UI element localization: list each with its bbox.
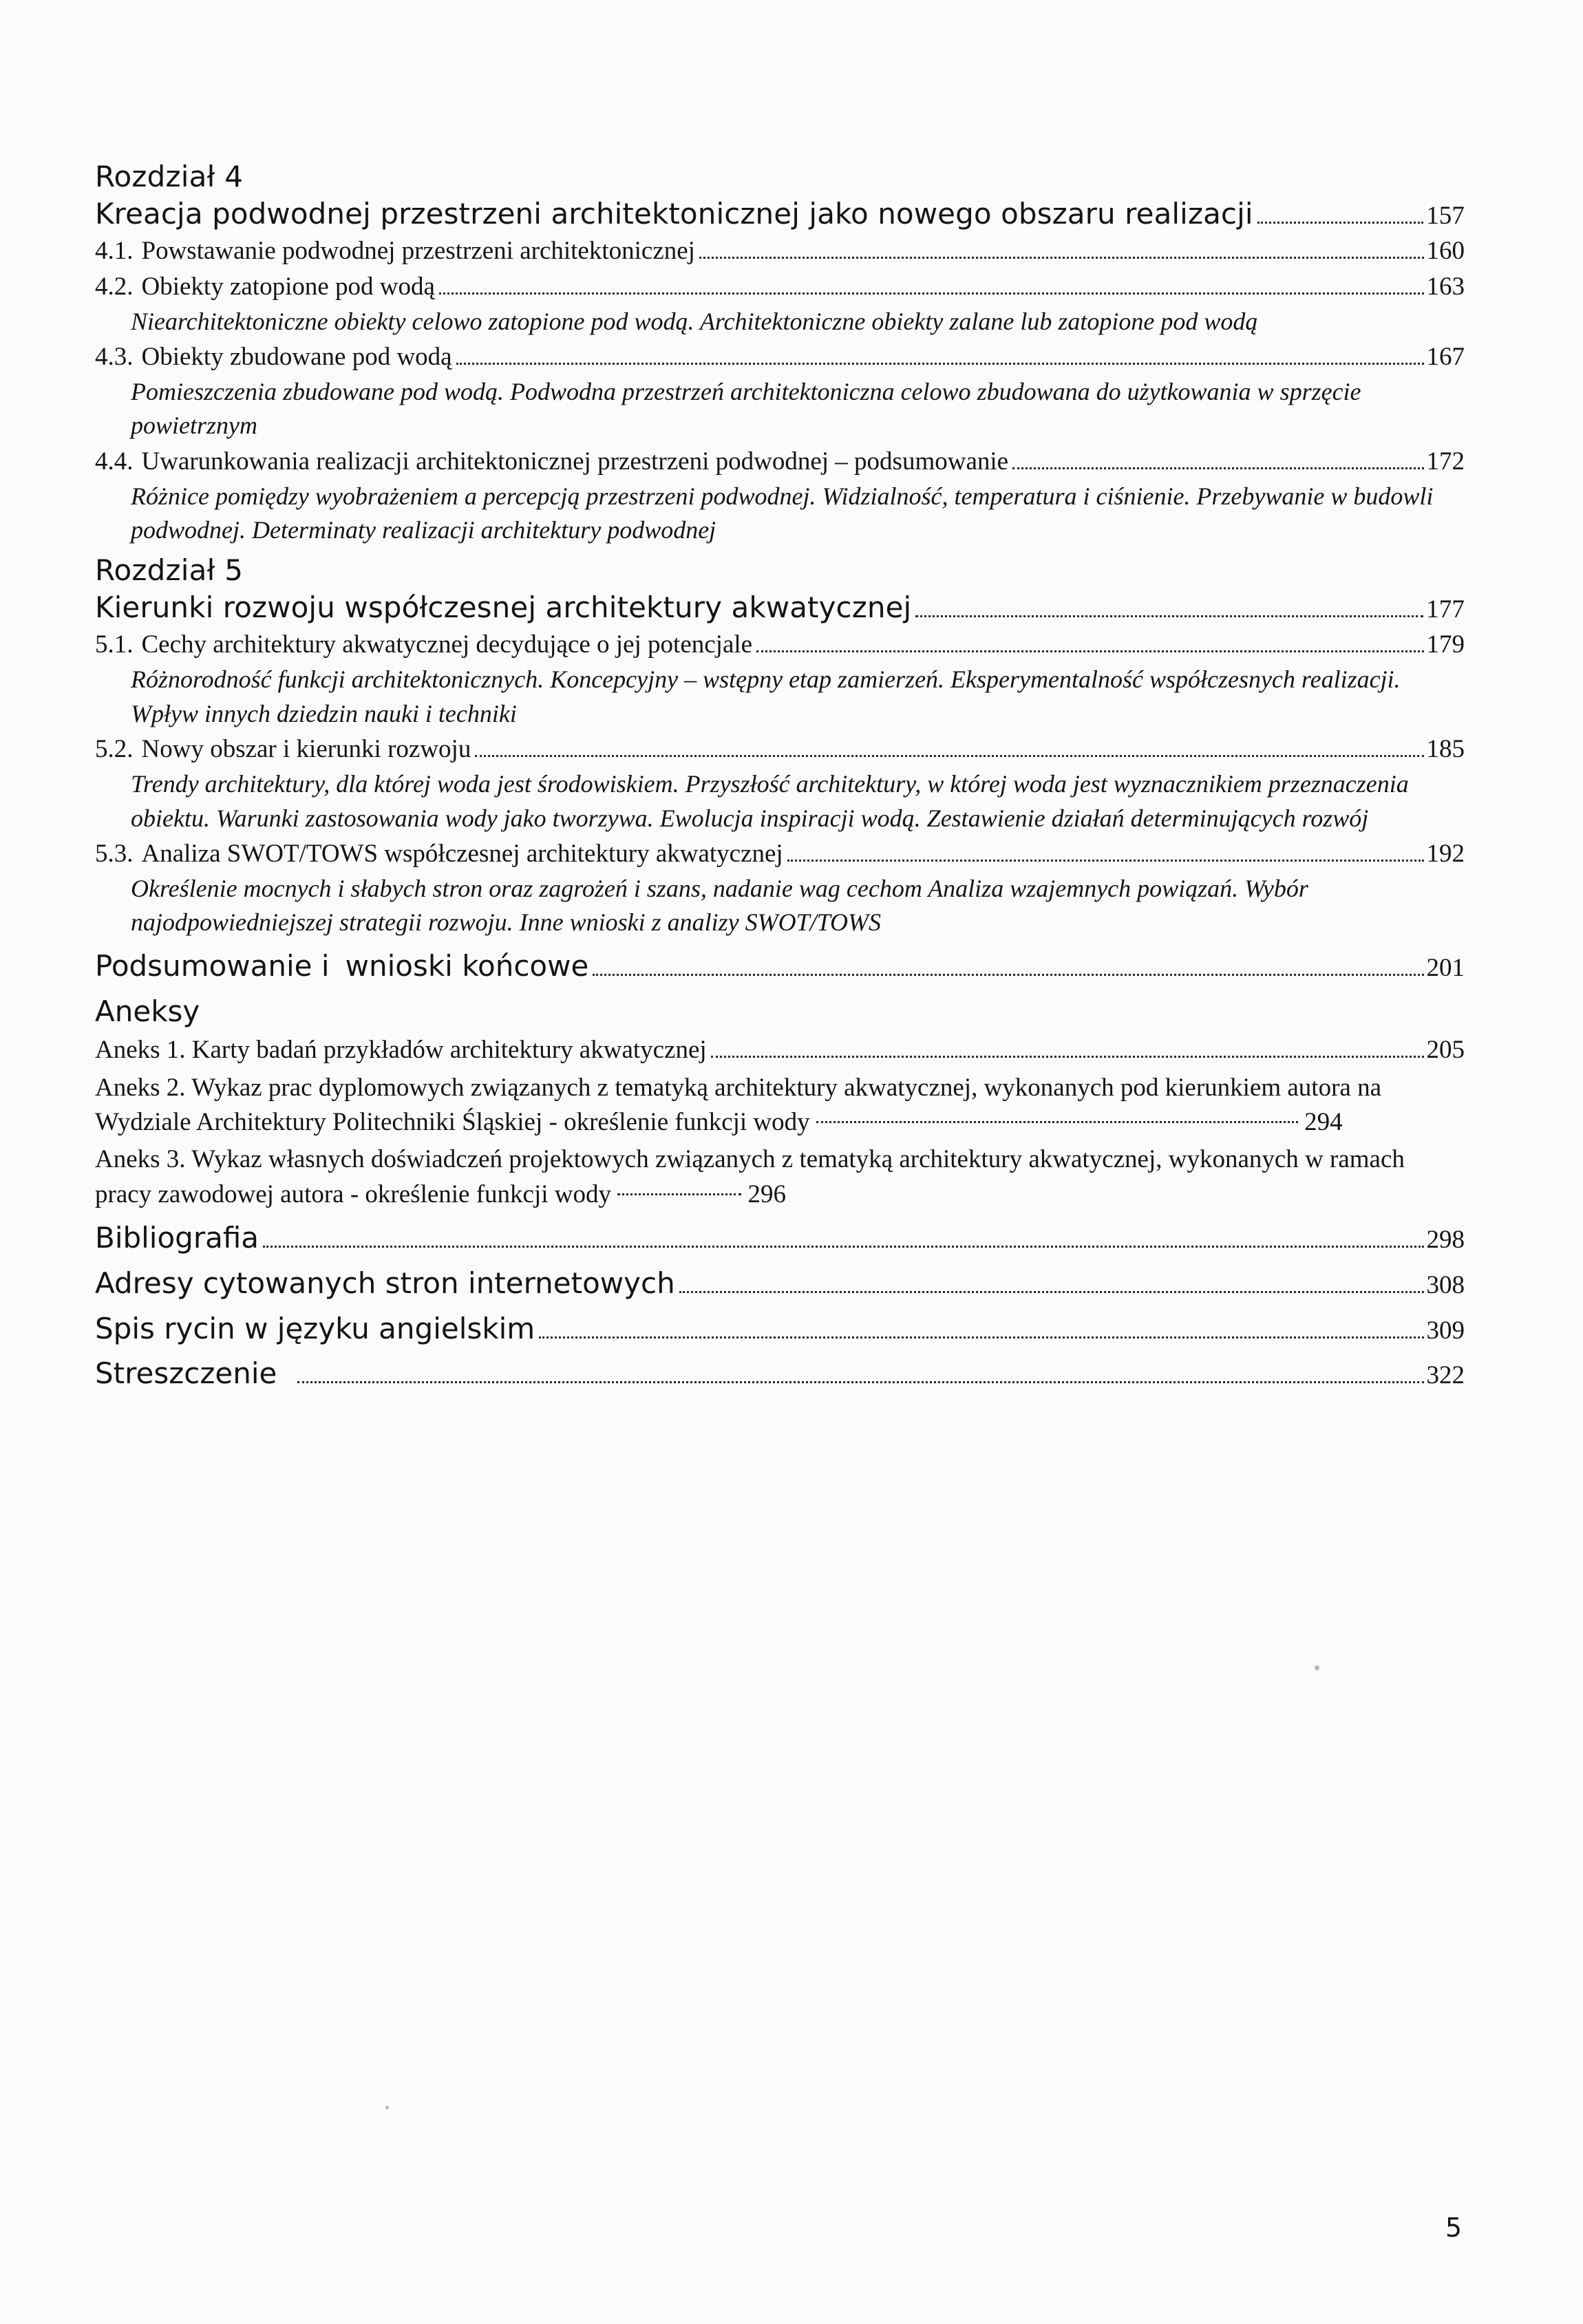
chapter-title-5-page: 177 <box>1426 595 1465 623</box>
toc-entry-4-2 <box>95 270 1465 304</box>
chapter-title-5 <box>95 589 1465 627</box>
toc-entry-5-2-text: Nowy obszar i kierunki rozwoju <box>141 735 471 764</box>
toc-entry-web-addresses-text: Adresy cytowanych stron internetowych <box>95 1266 675 1300</box>
toc-entry-web-addresses-page: 308 <box>1426 1270 1465 1299</box>
toc-entry-5-3 <box>95 837 1465 871</box>
chapter-title-4 <box>95 195 1465 233</box>
toc-entry-summary-lead: Podsumowanie i <box>95 949 339 983</box>
toc-entry-5-2-page: 185 <box>1426 735 1465 764</box>
dot-leader <box>711 1056 1424 1058</box>
toc-entry-5-1-number: 5.1. <box>95 630 134 659</box>
toc-entry-annex-3-text: Aneks 3. Wykaz własnych doświadczeń projektowych związanych z tematyką architektury akwatycznej, wykonanych w ramach pracy zawodowej autora - określenie funkcji wody <box>95 1145 1405 1208</box>
toc-entry-abstract-page: 322 <box>1426 1361 1465 1390</box>
toc-entry-4-3-text: Obiekty zbudowane pod wodą <box>141 343 452 372</box>
dot-leader <box>617 1193 741 1195</box>
toc-entry-4-4-number: 4.4. <box>95 447 134 476</box>
toc-entry-summary <box>95 947 1465 985</box>
toc-entry-annex-1 <box>95 1033 1465 1067</box>
scan-speck <box>1315 1665 1319 1670</box>
toc-entry-4-3-page: 167 <box>1426 343 1465 372</box>
toc-entry-figure-list <box>95 1310 1465 1348</box>
dot-leader <box>1012 467 1423 469</box>
toc-entry-4-4 <box>95 445 1465 479</box>
toc-entry-5-3-number: 5.3. <box>95 840 134 868</box>
toc-entry-annex-1-text: Aneks 1. Karty badań przykładów architektury akwatycznej <box>95 1036 707 1065</box>
toc-entry-figure-list-page: 309 <box>1426 1316 1465 1345</box>
toc-entry-4-1-page: 160 <box>1426 237 1465 266</box>
toc-entry-abstract-text: Streszczenie <box>95 1356 277 1391</box>
toc-entry-5-3-text: Analiza SWOT/TOWS współczesnej architektury akwatycznej <box>141 840 783 868</box>
dot-leader <box>787 860 1424 862</box>
toc-entry-5-1-text: Cechy architektury akwatycznej decydujące o jej potencjale <box>141 630 753 659</box>
annexes-heading: Aneksy <box>95 994 200 1028</box>
toc-entry-annex-2-page: 294 <box>1304 1108 1343 1137</box>
dot-leader <box>475 755 1423 757</box>
toc-desc-4-2: Niearchitektoniczne obiekty celowo zatopione pod wodą. Architektoniczne obiekty zalane lub zatopione pod wodą <box>131 307 1258 335</box>
toc-entry-4-4-text: Uwarunkowania realizacji architektonicznej przestrzeni podwodnej – podsumowanie <box>141 447 1009 476</box>
toc-entry-4-1 <box>95 234 1465 268</box>
dot-leader <box>1257 222 1424 224</box>
toc-desc-5-3: Określenie mocnych i słabych stron oraz zagrożeń i szans, nadanie wag cechom Analiza wzajemnych powiązań. Wybór najodpowiedniejszej strategii rozwoju. Inne wnioski z analizy SWOT/TOWS <box>131 874 1308 937</box>
toc-entry-summary-mid <box>339 950 346 985</box>
toc-entry-5-1-page: 179 <box>1426 630 1465 659</box>
chapter-title-5-text: Kierunki rozwoju współczesnej architektury akwatycznej <box>95 590 912 624</box>
dot-leader <box>297 1381 1423 1383</box>
chapter-label-4: Rozdział 4 <box>95 160 244 193</box>
toc-entry-annex-2 <box>95 1071 1465 1140</box>
toc-desc-4-3: Pomieszczenia zbudowane pod wodą. Podwodna przestrzeń architektoniczna celowo zbudowana do użytkowania w sprzęcie powietrznym <box>131 377 1361 440</box>
toc-entry-5-1 <box>95 628 1465 662</box>
toc-entry-4-2-page: 163 <box>1426 272 1465 301</box>
toc-entry-web-addresses <box>95 1264 1465 1303</box>
toc-entry-5-2-number: 5.2. <box>95 735 134 764</box>
dot-leader <box>679 1291 1424 1293</box>
chapter-title-4-page: 157 <box>1426 201 1465 230</box>
dot-leader <box>915 615 1423 617</box>
toc-entry-4-3-number: 4.3. <box>95 343 134 372</box>
page-number: 5 <box>1445 2213 1462 2243</box>
toc-entry-bibliography <box>95 1219 1465 1257</box>
toc-desc-5-2: Trendy architektury, dla której woda jest środowiskiem. Przyszłość architektury, w której woda jest wyznacznikiem przeznaczenia obiektu. Warunki zastosowania wody jako tworzywa. Ewolucja inspiracji wodą. Zestawienie działań determinujących rozwój <box>131 769 1409 832</box>
toc-entry-4-2-number: 4.2. <box>95 272 134 301</box>
dot-leader <box>593 974 1423 976</box>
toc-entry-annex-3 <box>95 1142 1465 1212</box>
dot-leader <box>539 1336 1423 1339</box>
toc-entry-figure-list-text: Spis rycin w języku angielskim <box>95 1311 535 1345</box>
toc-entry-4-4-page: 172 <box>1426 447 1465 476</box>
dot-leader <box>456 363 1424 365</box>
toc-entry-summary-page: 201 <box>1426 954 1465 983</box>
toc-entry-annex-1-page: 205 <box>1426 1036 1465 1065</box>
dot-leader <box>439 292 1424 295</box>
toc-entry-5-3-page: 192 <box>1426 840 1465 868</box>
toc-entry-annex-3-page: 296 <box>747 1180 786 1208</box>
dot-leader <box>263 1246 1423 1248</box>
toc-entry-abstract <box>95 1354 1465 1393</box>
table-of-contents <box>95 158 1465 1393</box>
toc-entry-4-2-text: Obiekty zatopione pod wodą <box>141 272 435 301</box>
chapter-title-4-text: Kreacja podwodnej przestrzeni architektonicznej jako nowego obszaru realizacji <box>95 196 1253 231</box>
toc-entry-4-3 <box>95 340 1465 374</box>
toc-entry-bibliography-text: Bibliografia <box>95 1220 259 1255</box>
dot-leader <box>816 1121 1298 1123</box>
toc-entry-annex-2-text: Aneks 2. Wykaz prac dyplomowych związanych z tematyką architektury akwatycznej, wykonanych pod kierunkiem autora na Wydziale Architektury Politechniki Śląskiej - określenie funkcji wody <box>95 1073 1382 1137</box>
chapter-label-5: Rozdział 5 <box>95 553 244 588</box>
toc-entry-5-2 <box>95 732 1465 767</box>
toc-entry-bibliography-page: 298 <box>1426 1225 1465 1254</box>
toc-desc-5-1: Różnorodność funkcji architektonicznych. Koncepcyjny – wstępny etap zamierzeń. Eksperymentalność współczesnych realizacji. Wpływ innych dziedzin nauki i techniki <box>131 665 1401 727</box>
toc-desc-4-4: Różnice pomiędzy wyobrażeniem a percepcją przestrzeni podwodnej. Widzialność, temperatura i ciśnienie. Przebywanie w budowli podwodnej. Determinaty realizacji architektury podwodnej <box>131 482 1434 544</box>
toc-entry-4-1-number: 4.1. <box>95 237 134 266</box>
toc-entry-4-1-text: Powstawanie podwodnej przestrzeni architektonicznej <box>141 237 695 266</box>
toc-entry-summary-rest: wnioski końcowe <box>345 949 589 983</box>
dot-leader <box>699 257 1424 259</box>
dot-leader <box>756 650 1423 652</box>
scan-speck <box>385 2106 389 2109</box>
